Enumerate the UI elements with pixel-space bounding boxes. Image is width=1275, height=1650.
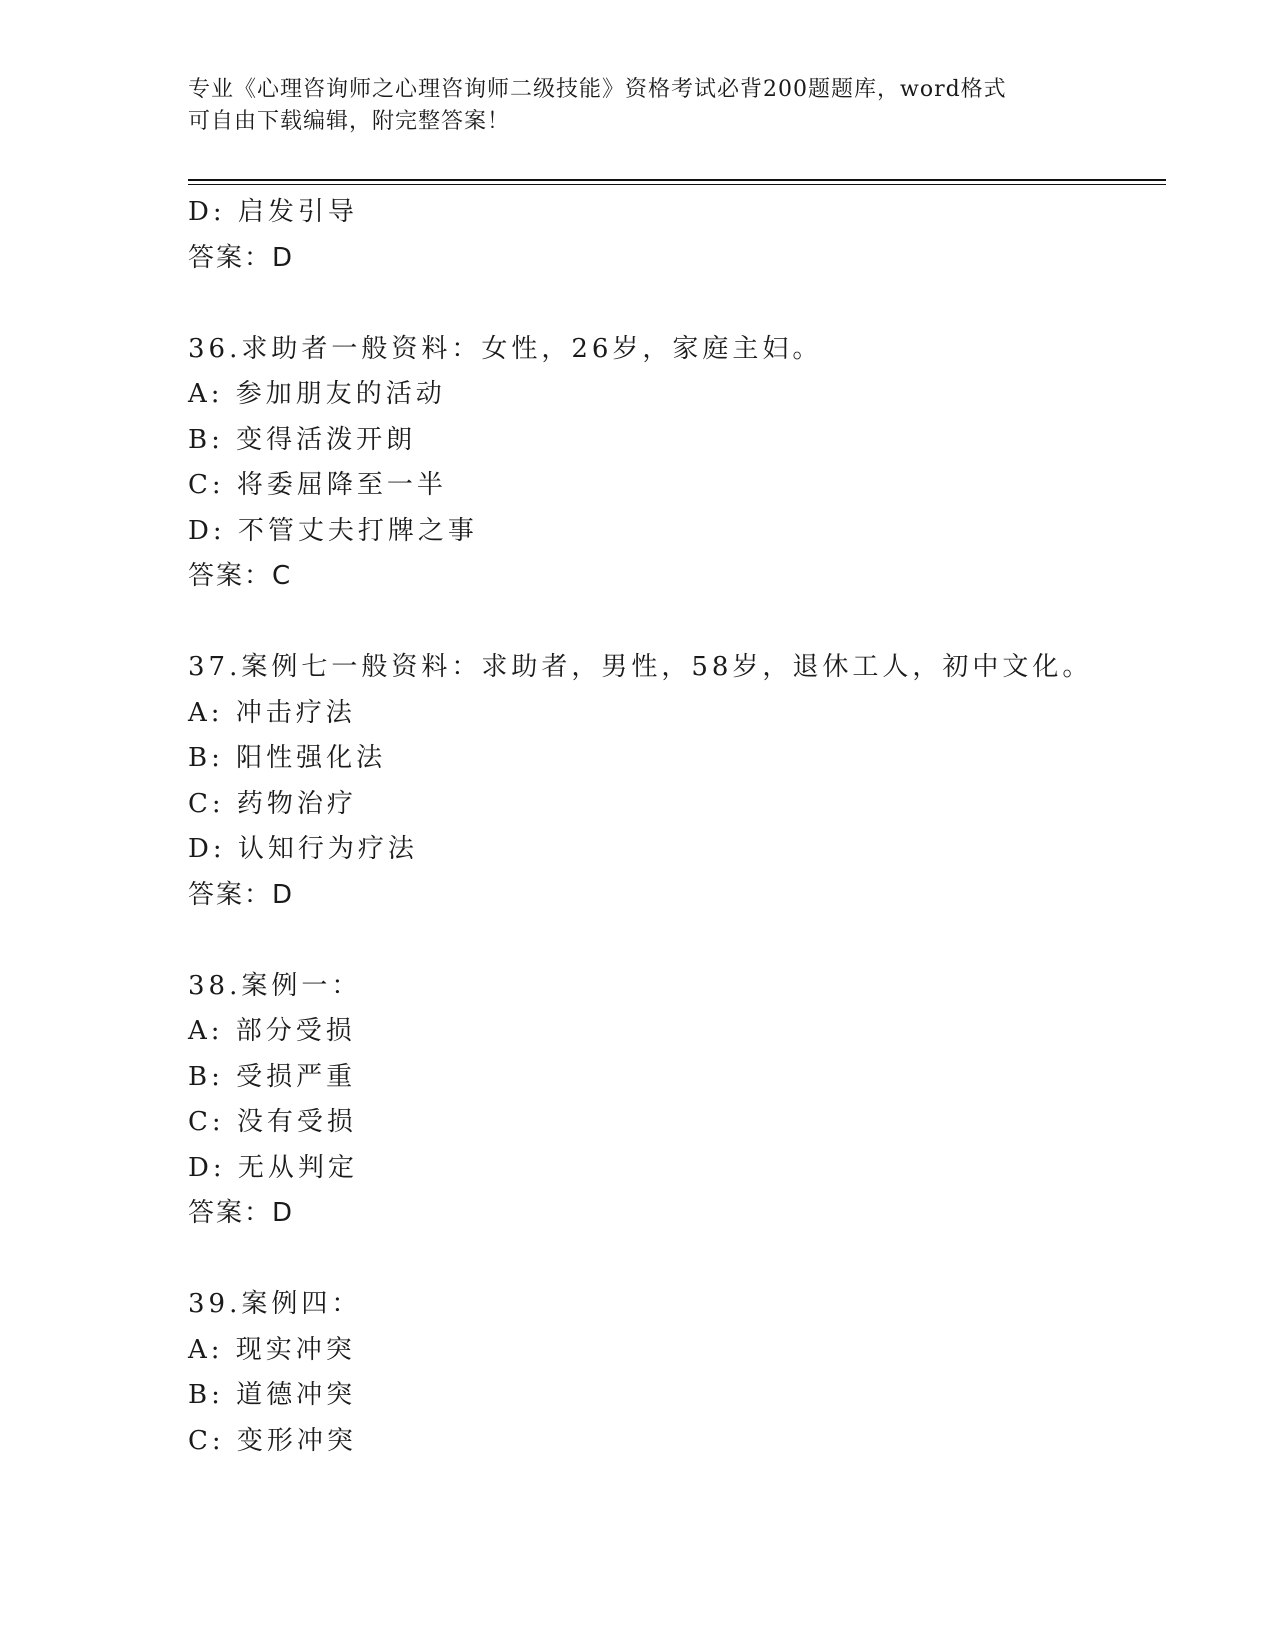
header-title-line2: 可自由下载编辑，附完整答案！ [188,109,511,134]
header-title-line1: 专业《心理咨询师之心理咨询师二级技能》资格考试必背200题题库，word格式 [188,77,1007,102]
header-divider-thick [188,179,1166,181]
option-d: D: 不管丈夫打牌之事 [188,515,478,546]
option-c: C: 药物治疗 [188,788,357,819]
option-a: A: 部分受损 [188,1016,356,1046]
spacer [188,600,1168,646]
option-a: A: 参加朋友的活动 [188,379,446,409]
question-37 [188,645,1168,918]
option-c: C: 将委屈降至一半 [188,470,447,500]
spacer [188,281,1168,327]
option-d: D: 认知行为疗法 [188,834,418,864]
header-divider-thin [188,184,1166,185]
spacer [188,1237,1168,1283]
answer-line: 答案：C [188,561,293,591]
question-38 [188,964,1168,1237]
prev-answer: 答案：D [188,242,295,273]
question-36 [188,327,1168,600]
prev-option-d: D: 启发引导 [188,197,358,227]
spacer [188,918,1168,964]
option-b: B: 受损严重 [188,1061,357,1092]
answer-line: 答案：D [188,879,295,910]
question-stem: 38.案例一： [188,970,362,1001]
question-list [188,190,1168,1464]
option-b: B: 阳性强化法 [188,743,387,773]
question-stem: 39.案例四： [188,1289,362,1319]
option-a: A: 冲击疗法 [188,697,356,728]
option-d: D: 无从判定 [188,1152,358,1183]
question-stem: 37.案例七一般资料：求助者，男性，58岁，退休工人，初中文化。 [188,652,1093,682]
document-header [188,74,1088,138]
question-stem: 36.求助者一般资料：女性，26岁，家庭主妇。 [188,333,823,364]
answer-line: 答案：D [188,1198,295,1228]
option-c: C: 变形冲突 [188,1425,357,1456]
option-a: A: 现实冲突 [188,1334,356,1365]
question-39 [188,1282,1168,1464]
option-c: C: 没有受损 [188,1107,357,1137]
option-b: B: 道德冲突 [188,1380,357,1410]
option-b: B: 变得活泼开朗 [188,424,417,455]
